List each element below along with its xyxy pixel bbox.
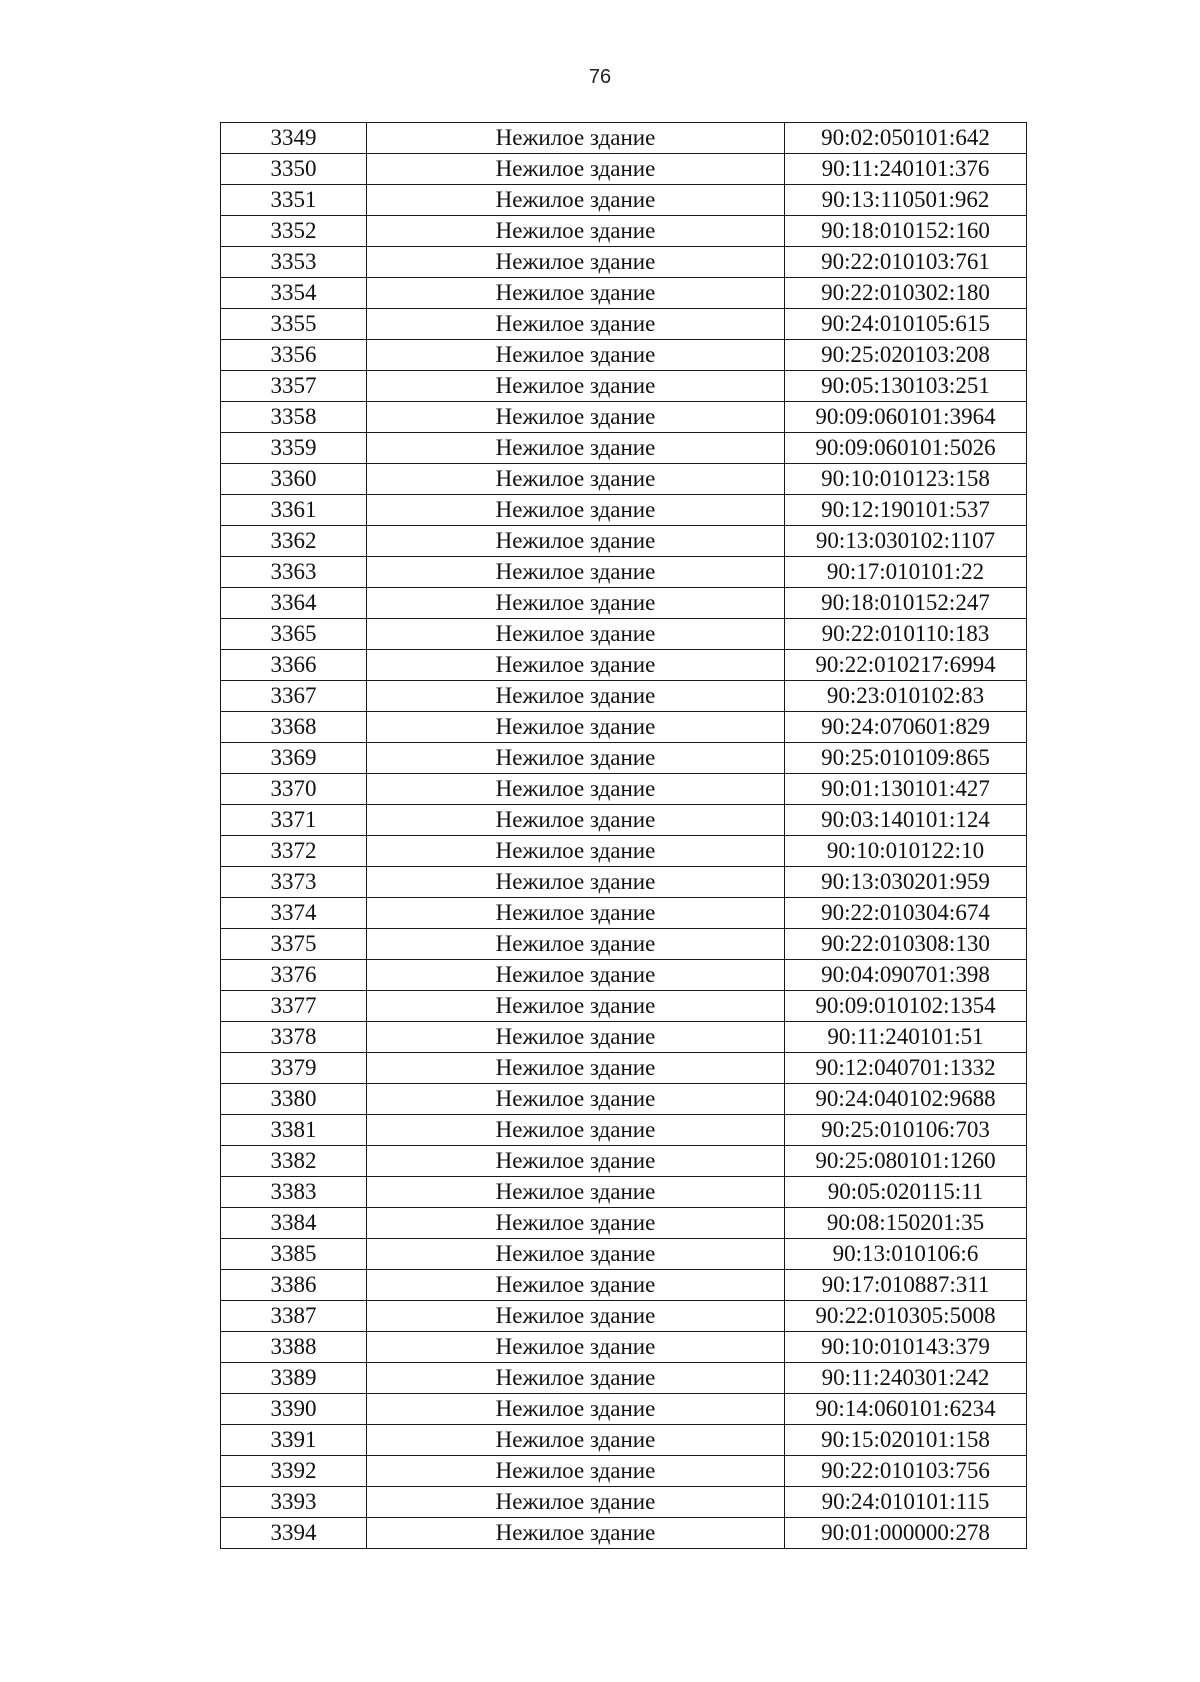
object-type-cell: Нежилое здание (367, 1394, 785, 1425)
cadastral-number-cell: 90:10:010143:379 (785, 1332, 1027, 1363)
cadastral-number-cell: 90:22:010302:180 (785, 278, 1027, 309)
row-number-cell: 3386 (221, 1270, 367, 1301)
row-number-cell: 3389 (221, 1363, 367, 1394)
cadastral-number-cell: 90:25:080101:1260 (785, 1146, 1027, 1177)
cadastral-number-cell: 90:01:000000:278 (785, 1518, 1027, 1549)
object-type-cell: Нежилое здание (367, 991, 785, 1022)
object-type-cell: Нежилое здание (367, 1115, 785, 1146)
cadastral-number-cell: 90:12:190101:537 (785, 495, 1027, 526)
object-type-cell: Нежилое здание (367, 1487, 785, 1518)
object-type-cell: Нежилое здание (367, 960, 785, 991)
row-number-cell: 3382 (221, 1146, 367, 1177)
table-row (221, 1177, 1027, 1208)
table-row (221, 123, 1027, 154)
table-row (221, 526, 1027, 557)
table-row (221, 836, 1027, 867)
table-row (221, 247, 1027, 278)
row-number-cell: 3362 (221, 526, 367, 557)
row-number-cell: 3371 (221, 805, 367, 836)
object-type-cell: Нежилое здание (367, 1518, 785, 1549)
row-number-cell: 3361 (221, 495, 367, 526)
cadastral-number-cell: 90:18:010152:247 (785, 588, 1027, 619)
table-row (221, 371, 1027, 402)
row-number-cell: 3365 (221, 619, 367, 650)
object-type-cell: Нежилое здание (367, 154, 785, 185)
row-number-cell: 3352 (221, 216, 367, 247)
row-number-cell: 3387 (221, 1301, 367, 1332)
cadastral-number-cell: 90:11:240101:376 (785, 154, 1027, 185)
table-row (221, 960, 1027, 991)
row-number-cell: 3363 (221, 557, 367, 588)
cadastral-number-cell: 90:10:010122:10 (785, 836, 1027, 867)
object-type-cell: Нежилое здание (367, 836, 785, 867)
object-type-cell: Нежилое здание (367, 1425, 785, 1456)
cadastral-number-cell: 90:01:130101:427 (785, 774, 1027, 805)
row-number-cell: 3378 (221, 1022, 367, 1053)
object-type-cell: Нежилое здание (367, 216, 785, 247)
table-row (221, 1518, 1027, 1549)
cadastral-number-cell: 90:22:010103:756 (785, 1456, 1027, 1487)
object-type-cell: Нежилое здание (367, 1177, 785, 1208)
table-row (221, 185, 1027, 216)
row-number-cell: 3367 (221, 681, 367, 712)
row-number-cell: 3385 (221, 1239, 367, 1270)
cadastral-number-cell: 90:12:040701:1332 (785, 1053, 1027, 1084)
row-number-cell: 3355 (221, 309, 367, 340)
cadastral-number-cell: 90:24:010105:615 (785, 309, 1027, 340)
object-type-cell: Нежилое здание (367, 650, 785, 681)
cadastral-number-cell: 90:22:010308:130 (785, 929, 1027, 960)
object-type-cell: Нежилое здание (367, 712, 785, 743)
cadastral-number-cell: 90:24:040102:9688 (785, 1084, 1027, 1115)
cadastral-number-cell: 90:23:010102:83 (785, 681, 1027, 712)
cadastral-number-cell: 90:08:150201:35 (785, 1208, 1027, 1239)
cadastral-number-cell: 90:11:240301:242 (785, 1363, 1027, 1394)
object-type-cell: Нежилое здание (367, 681, 785, 712)
row-number-cell: 3369 (221, 743, 367, 774)
cadastral-number-cell: 90:17:010887:311 (785, 1270, 1027, 1301)
cadastral-number-cell: 90:13:030102:1107 (785, 526, 1027, 557)
table-row (221, 340, 1027, 371)
row-number-cell: 3351 (221, 185, 367, 216)
table-row (221, 154, 1027, 185)
object-type-cell: Нежилое здание (367, 1363, 785, 1394)
row-number-cell: 3368 (221, 712, 367, 743)
table-row (221, 1146, 1027, 1177)
cadastral-number-cell: 90:13:010106:6 (785, 1239, 1027, 1270)
table-row (221, 1115, 1027, 1146)
table-row (221, 898, 1027, 929)
table-row (221, 743, 1027, 774)
object-type-cell: Нежилое здание (367, 743, 785, 774)
table-row (221, 991, 1027, 1022)
object-type-cell: Нежилое здание (367, 123, 785, 154)
table-row (221, 774, 1027, 805)
row-number-cell: 3383 (221, 1177, 367, 1208)
table-row (221, 1456, 1027, 1487)
table-row (221, 1239, 1027, 1270)
object-type-cell: Нежилое здание (367, 1146, 785, 1177)
row-number-cell: 3373 (221, 867, 367, 898)
row-number-cell: 3366 (221, 650, 367, 681)
table-row (221, 216, 1027, 247)
object-type-cell: Нежилое здание (367, 588, 785, 619)
cadastral-number-cell: 90:22:010217:6994 (785, 650, 1027, 681)
object-type-cell: Нежилое здание (367, 1208, 785, 1239)
cadastral-number-cell: 90:22:010103:761 (785, 247, 1027, 278)
table-row (221, 402, 1027, 433)
table-row (221, 1487, 1027, 1518)
table-row (221, 1301, 1027, 1332)
object-type-cell: Нежилое здание (367, 929, 785, 960)
object-type-cell: Нежилое здание (367, 464, 785, 495)
cadastral-number-cell: 90:15:020101:158 (785, 1425, 1027, 1456)
table-row (221, 1332, 1027, 1363)
cadastral-number-cell: 90:25:010109:865 (785, 743, 1027, 774)
cadastral-number-cell: 90:10:010123:158 (785, 464, 1027, 495)
object-type-cell: Нежилое здание (367, 557, 785, 588)
row-number-cell: 3391 (221, 1425, 367, 1456)
table-row (221, 867, 1027, 898)
row-number-cell: 3372 (221, 836, 367, 867)
object-type-cell: Нежилое здание (367, 1084, 785, 1115)
row-number-cell: 3384 (221, 1208, 367, 1239)
object-type-cell: Нежилое здание (367, 433, 785, 464)
table-row (221, 712, 1027, 743)
cadastral-number-cell: 90:22:010110:183 (785, 619, 1027, 650)
cadastral-number-cell: 90:13:030201:959 (785, 867, 1027, 898)
object-type-cell: Нежилое здание (367, 619, 785, 650)
row-number-cell: 3379 (221, 1053, 367, 1084)
object-type-cell: Нежилое здание (367, 495, 785, 526)
cadastral-number-cell: 90:17:010101:22 (785, 557, 1027, 588)
row-number-cell: 3380 (221, 1084, 367, 1115)
table-row (221, 464, 1027, 495)
cadastral-number-cell: 90:11:240101:51 (785, 1022, 1027, 1053)
object-type-cell: Нежилое здание (367, 526, 785, 557)
table-row (221, 681, 1027, 712)
row-number-cell: 3388 (221, 1332, 367, 1363)
row-number-cell: 3349 (221, 123, 367, 154)
cadastral-number-cell: 90:25:010106:703 (785, 1115, 1027, 1146)
cadastral-number-cell: 90:14:060101:6234 (785, 1394, 1027, 1425)
table-row (221, 619, 1027, 650)
object-type-cell: Нежилое здание (367, 1270, 785, 1301)
property-table (220, 122, 1027, 1549)
cadastral-number-cell: 90:02:050101:642 (785, 123, 1027, 154)
table-row (221, 929, 1027, 960)
cadastral-number-cell: 90:04:090701:398 (785, 960, 1027, 991)
cadastral-number-cell: 90:09:010102:1354 (785, 991, 1027, 1022)
cadastral-number-cell: 90:05:130103:251 (785, 371, 1027, 402)
cadastral-number-cell: 90:24:070601:829 (785, 712, 1027, 743)
table-row (221, 495, 1027, 526)
object-type-cell: Нежилое здание (367, 1301, 785, 1332)
table-row (221, 650, 1027, 681)
row-number-cell: 3390 (221, 1394, 367, 1425)
row-number-cell: 3354 (221, 278, 367, 309)
object-type-cell: Нежилое здание (367, 774, 785, 805)
row-number-cell: 3353 (221, 247, 367, 278)
table-row (221, 1270, 1027, 1301)
object-type-cell: Нежилое здание (367, 898, 785, 929)
object-type-cell: Нежилое здание (367, 247, 785, 278)
object-type-cell: Нежилое здание (367, 1022, 785, 1053)
row-number-cell: 3360 (221, 464, 367, 495)
row-number-cell: 3394 (221, 1518, 367, 1549)
row-number-cell: 3359 (221, 433, 367, 464)
object-type-cell: Нежилое здание (367, 1239, 785, 1270)
table-row (221, 1425, 1027, 1456)
object-type-cell: Нежилое здание (367, 278, 785, 309)
row-number-cell: 3358 (221, 402, 367, 433)
table-row (221, 1363, 1027, 1394)
row-number-cell: 3392 (221, 1456, 367, 1487)
object-type-cell: Нежилое здание (367, 805, 785, 836)
cadastral-number-cell: 90:09:060101:5026 (785, 433, 1027, 464)
table-row (221, 1084, 1027, 1115)
row-number-cell: 3364 (221, 588, 367, 619)
object-type-cell: Нежилое здание (367, 340, 785, 371)
row-number-cell: 3375 (221, 929, 367, 960)
row-number-cell: 3376 (221, 960, 367, 991)
property-table-body (221, 123, 1027, 1549)
row-number-cell: 3357 (221, 371, 367, 402)
object-type-cell: Нежилое здание (367, 402, 785, 433)
object-type-cell: Нежилое здание (367, 309, 785, 340)
row-number-cell: 3393 (221, 1487, 367, 1518)
row-number-cell: 3381 (221, 1115, 367, 1146)
cadastral-number-cell: 90:13:110501:962 (785, 185, 1027, 216)
table-row (221, 805, 1027, 836)
table-row (221, 1022, 1027, 1053)
cadastral-number-cell: 90:18:010152:160 (785, 216, 1027, 247)
object-type-cell: Нежилое здание (367, 1332, 785, 1363)
table-row (221, 588, 1027, 619)
cadastral-number-cell: 90:25:020103:208 (785, 340, 1027, 371)
table-row (221, 1394, 1027, 1425)
cadastral-number-cell: 90:24:010101:115 (785, 1487, 1027, 1518)
object-type-cell: Нежилое здание (367, 867, 785, 898)
object-type-cell: Нежилое здание (367, 1053, 785, 1084)
row-number-cell: 3356 (221, 340, 367, 371)
row-number-cell: 3374 (221, 898, 367, 929)
object-type-cell: Нежилое здание (367, 185, 785, 216)
table-row (221, 309, 1027, 340)
row-number-cell: 3370 (221, 774, 367, 805)
cadastral-number-cell: 90:09:060101:3964 (785, 402, 1027, 433)
cadastral-number-cell: 90:03:140101:124 (785, 805, 1027, 836)
table-row (221, 1208, 1027, 1239)
page-number: 76 (588, 66, 612, 88)
object-type-cell: Нежилое здание (367, 371, 785, 402)
object-type-cell: Нежилое здание (367, 1456, 785, 1487)
table-row (221, 1053, 1027, 1084)
table-row (221, 557, 1027, 588)
table-row (221, 433, 1027, 464)
table-row (221, 278, 1027, 309)
row-number-cell: 3350 (221, 154, 367, 185)
cadastral-number-cell: 90:05:020115:11 (785, 1177, 1027, 1208)
cadastral-number-cell: 90:22:010304:674 (785, 898, 1027, 929)
cadastral-number-cell: 90:22:010305:5008 (785, 1301, 1027, 1332)
row-number-cell: 3377 (221, 991, 367, 1022)
